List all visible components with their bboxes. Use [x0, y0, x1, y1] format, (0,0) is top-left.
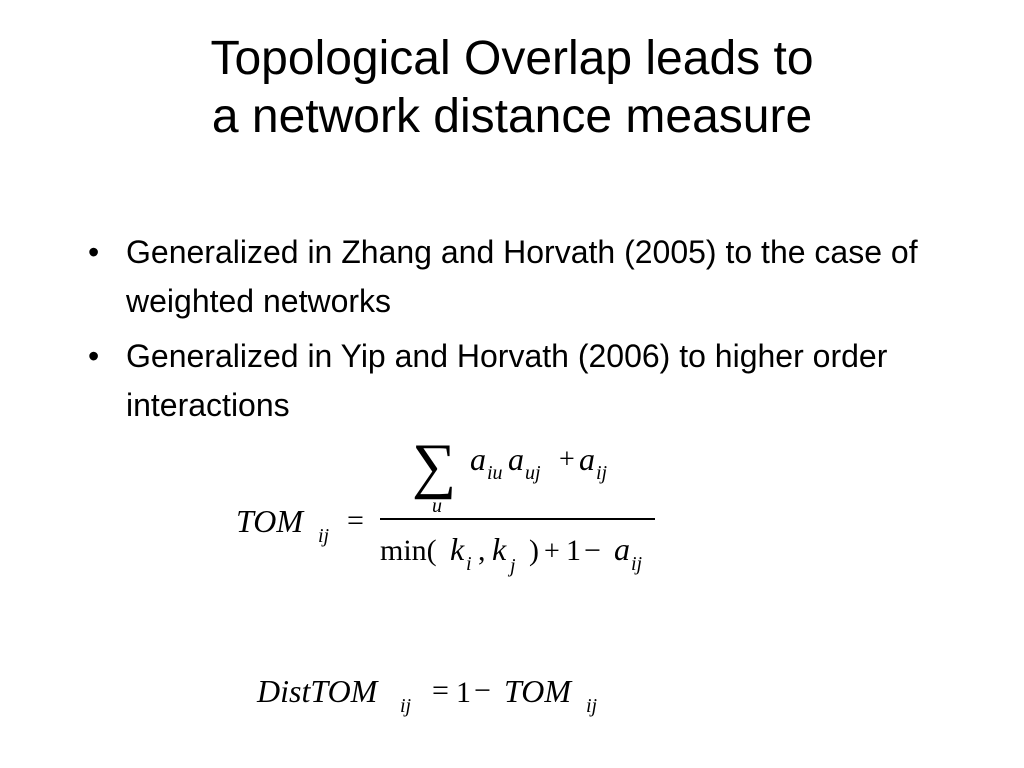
den-comma: ,: [478, 534, 486, 567]
sum-symbol: ∑: [412, 432, 457, 500]
den-plus: +: [544, 536, 560, 567]
den-k1: k: [450, 531, 465, 567]
disttom-lhs: DistTOM: [257, 673, 378, 709]
disttom-one: 1: [456, 676, 471, 709]
disttom-minus: −: [474, 674, 491, 707]
bullet-text: Generalized in Zhang and Horvath (2005) to the case of weighted networks: [126, 234, 918, 319]
disttom-lhs-sub: ij: [400, 695, 412, 717]
den-a-sub: ij: [631, 553, 643, 575]
disttom-rhs-sub: ij: [586, 695, 598, 717]
den-k2-sub: j: [510, 555, 516, 577]
num-a1-sub: iu: [487, 462, 503, 484]
den-minus: −: [584, 534, 601, 567]
den-one: 1: [566, 534, 581, 567]
den-k1-sub: i: [466, 553, 472, 575]
num-plus: +: [559, 444, 575, 475]
sum-index: u: [432, 495, 442, 517]
tom-equals: =: [347, 504, 364, 537]
den-min: min(: [380, 534, 437, 567]
num-a1: a: [470, 441, 486, 477]
tom-lhs-sub: ij: [318, 525, 330, 547]
num-a2: a: [508, 441, 524, 477]
tom-lhs: TOM: [236, 503, 303, 539]
num-a2-sub: uj: [525, 462, 541, 484]
den-close: ): [529, 534, 539, 567]
title-line-2: a network distance measure: [211, 90, 813, 143]
bullet-text: Generalized in Yip and Horvath (2006) to higher order interactions: [126, 338, 888, 423]
disttom-equals: =: [432, 674, 449, 707]
title-line-1: Topological Overlap leads to: [210, 32, 814, 85]
num-a3-sub: ij: [596, 462, 608, 484]
bullet-icon: •: [88, 338, 100, 374]
disttom-rhs: TOM: [504, 673, 571, 709]
bullet-icon: •: [88, 234, 100, 270]
den-a: a: [614, 531, 630, 567]
den-k2: k: [492, 531, 507, 567]
num-a3: a: [579, 441, 595, 477]
